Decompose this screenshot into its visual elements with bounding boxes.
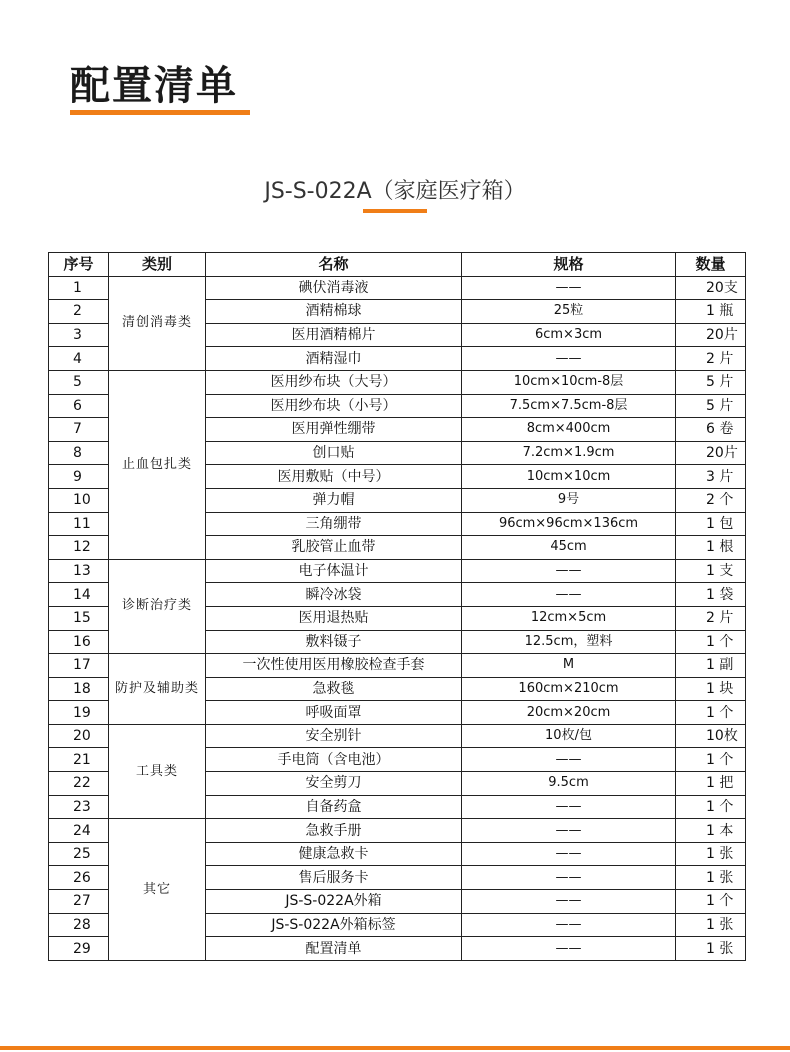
item-qty: 6 卷	[676, 418, 746, 442]
item-qty: 1 张	[676, 842, 746, 866]
item-name: 急救毯	[206, 677, 462, 701]
row-number: 6	[49, 394, 109, 418]
item-spec: 12cm×5cm	[462, 606, 676, 630]
item-qty: 1 副	[676, 654, 746, 678]
item-name: JS-S-022A外箱	[206, 890, 462, 914]
item-qty: 10枚	[676, 724, 746, 748]
row-number: 14	[49, 583, 109, 607]
item-name: 酒精湿巾	[206, 347, 462, 371]
item-spec: 96cm×96cm×136cm	[462, 512, 676, 536]
table-header-row	[49, 253, 746, 277]
item-name: 健康急救卡	[206, 842, 462, 866]
item-name: 安全别针	[206, 724, 462, 748]
item-spec: 10枚/包	[462, 724, 676, 748]
table-row	[49, 819, 746, 843]
item-qty: 2 片	[676, 606, 746, 630]
row-number: 27	[49, 890, 109, 914]
config-table	[48, 252, 746, 961]
item-spec: 160cm×210cm	[462, 677, 676, 701]
item-name: 医用酒精棉片	[206, 323, 462, 347]
item-qty: 1 根	[676, 536, 746, 560]
item-spec: ——	[462, 866, 676, 890]
row-number: 11	[49, 512, 109, 536]
item-name: 手电筒（含电池）	[206, 748, 462, 772]
item-name: 医用纱布块（小号）	[206, 394, 462, 418]
row-number: 8	[49, 441, 109, 465]
item-name: 自备药盒	[206, 795, 462, 819]
item-spec: ——	[462, 842, 676, 866]
row-number: 20	[49, 724, 109, 748]
item-name: 一次性使用医用橡胶检查手套	[206, 654, 462, 678]
item-name: 呼吸面罩	[206, 701, 462, 725]
item-qty: 5 片	[676, 394, 746, 418]
item-name: 售后服务卡	[206, 866, 462, 890]
category-cell: 清创消毒类	[109, 276, 206, 370]
item-name: 医用退热贴	[206, 606, 462, 630]
item-name: 配置清单	[206, 937, 462, 961]
item-spec: 10cm×10cm-8层	[462, 370, 676, 394]
row-number: 16	[49, 630, 109, 654]
item-name: 急救手册	[206, 819, 462, 843]
item-spec: ——	[462, 748, 676, 772]
row-number: 26	[49, 866, 109, 890]
row-number: 13	[49, 559, 109, 583]
item-spec: 10cm×10cm	[462, 465, 676, 489]
item-qty: 1 张	[676, 866, 746, 890]
item-name: 医用弹性绷带	[206, 418, 462, 442]
item-qty: 2 个	[676, 488, 746, 512]
subtitle-underline	[363, 209, 427, 213]
item-qty: 1 袋	[676, 583, 746, 607]
row-number: 1	[49, 276, 109, 300]
item-name: 医用敷贴（中号）	[206, 465, 462, 489]
item-name: 酒精棉球	[206, 300, 462, 324]
item-spec: 25粒	[462, 300, 676, 324]
row-number: 15	[49, 606, 109, 630]
item-spec: 12.5cm，塑料	[462, 630, 676, 654]
item-qty: 1 张	[676, 913, 746, 937]
row-number: 21	[49, 748, 109, 772]
row-number: 18	[49, 677, 109, 701]
item-spec: 9号	[462, 488, 676, 512]
category-cell: 诊断治疗类	[109, 559, 206, 653]
category-cell: 工具类	[109, 724, 206, 818]
item-spec: ——	[462, 890, 676, 914]
item-name: 弹力帽	[206, 488, 462, 512]
row-number: 3	[49, 323, 109, 347]
row-number: 29	[49, 937, 109, 961]
row-number: 4	[49, 347, 109, 371]
row-number: 19	[49, 701, 109, 725]
row-number: 24	[49, 819, 109, 843]
page-title: 配置清单	[70, 63, 238, 109]
item-spec: 20cm×20cm	[462, 701, 676, 725]
item-name: JS-S-022A外箱标签	[206, 913, 462, 937]
category-cell: 止血包扎类	[109, 370, 206, 559]
item-name: 电子体温计	[206, 559, 462, 583]
item-name: 三角绷带	[206, 512, 462, 536]
item-name: 医用纱布块（大号）	[206, 370, 462, 394]
item-spec: 45cm	[462, 536, 676, 560]
item-spec: 7.2cm×1.9cm	[462, 441, 676, 465]
item-qty: 1 个	[676, 795, 746, 819]
row-number: 17	[49, 654, 109, 678]
table-row	[49, 276, 746, 300]
item-qty: 1 包	[676, 512, 746, 536]
item-name: 乳胶管止血带	[206, 536, 462, 560]
item-name: 敷料镊子	[206, 630, 462, 654]
item-spec: ——	[462, 583, 676, 607]
header-name: 名称	[206, 253, 462, 277]
table-subtitle: JS-S-022A（家庭医疗箱）	[264, 179, 526, 204]
item-qty: 1 个	[676, 748, 746, 772]
item-spec: ——	[462, 937, 676, 961]
bottom-accent-bar	[0, 1046, 790, 1050]
header-qty: 数量	[676, 253, 746, 277]
item-qty: 20片	[676, 323, 746, 347]
item-spec: ——	[462, 276, 676, 300]
item-qty: 2 片	[676, 347, 746, 371]
item-spec: ——	[462, 559, 676, 583]
row-number: 9	[49, 465, 109, 489]
row-number: 25	[49, 842, 109, 866]
item-name: 瞬冷冰袋	[206, 583, 462, 607]
item-qty: 20支	[676, 276, 746, 300]
table-row	[49, 370, 746, 394]
item-qty: 1 支	[676, 559, 746, 583]
item-qty: 1 个	[676, 701, 746, 725]
row-number: 23	[49, 795, 109, 819]
item-qty: 20片	[676, 441, 746, 465]
item-qty: 5 片	[676, 370, 746, 394]
item-spec: 8cm×400cm	[462, 418, 676, 442]
item-qty: 1 本	[676, 819, 746, 843]
item-name: 碘伏消毒液	[206, 276, 462, 300]
header-spec: 规格	[462, 253, 676, 277]
item-qty: 1 个	[676, 890, 746, 914]
item-spec: ——	[462, 795, 676, 819]
item-qty: 1 把	[676, 772, 746, 796]
row-number: 12	[49, 536, 109, 560]
category-cell: 防护及辅助类	[109, 654, 206, 725]
item-name: 创口贴	[206, 441, 462, 465]
item-qty: 1 块	[676, 677, 746, 701]
item-qty: 1 瓶	[676, 300, 746, 324]
item-spec: 6cm×3cm	[462, 323, 676, 347]
row-number: 7	[49, 418, 109, 442]
table-row	[49, 724, 746, 748]
item-spec: ——	[462, 913, 676, 937]
item-qty: 1 张	[676, 937, 746, 961]
row-number: 2	[49, 300, 109, 324]
item-spec: 7.5cm×7.5cm-8层	[462, 394, 676, 418]
row-number: 22	[49, 772, 109, 796]
table-row	[49, 654, 746, 678]
header-category: 类别	[109, 253, 206, 277]
item-spec: M	[462, 654, 676, 678]
item-spec: ——	[462, 819, 676, 843]
header-no: 序号	[49, 253, 109, 277]
item-name: 安全剪刀	[206, 772, 462, 796]
row-number: 5	[49, 370, 109, 394]
table-body	[49, 276, 746, 960]
category-cell: 其它	[109, 819, 206, 961]
row-number: 28	[49, 913, 109, 937]
row-number: 10	[49, 488, 109, 512]
item-spec: 9.5cm	[462, 772, 676, 796]
title-underline	[70, 110, 250, 115]
item-spec: ——	[462, 347, 676, 371]
item-qty: 1 个	[676, 630, 746, 654]
table-row	[49, 559, 746, 583]
item-qty: 3 片	[676, 465, 746, 489]
